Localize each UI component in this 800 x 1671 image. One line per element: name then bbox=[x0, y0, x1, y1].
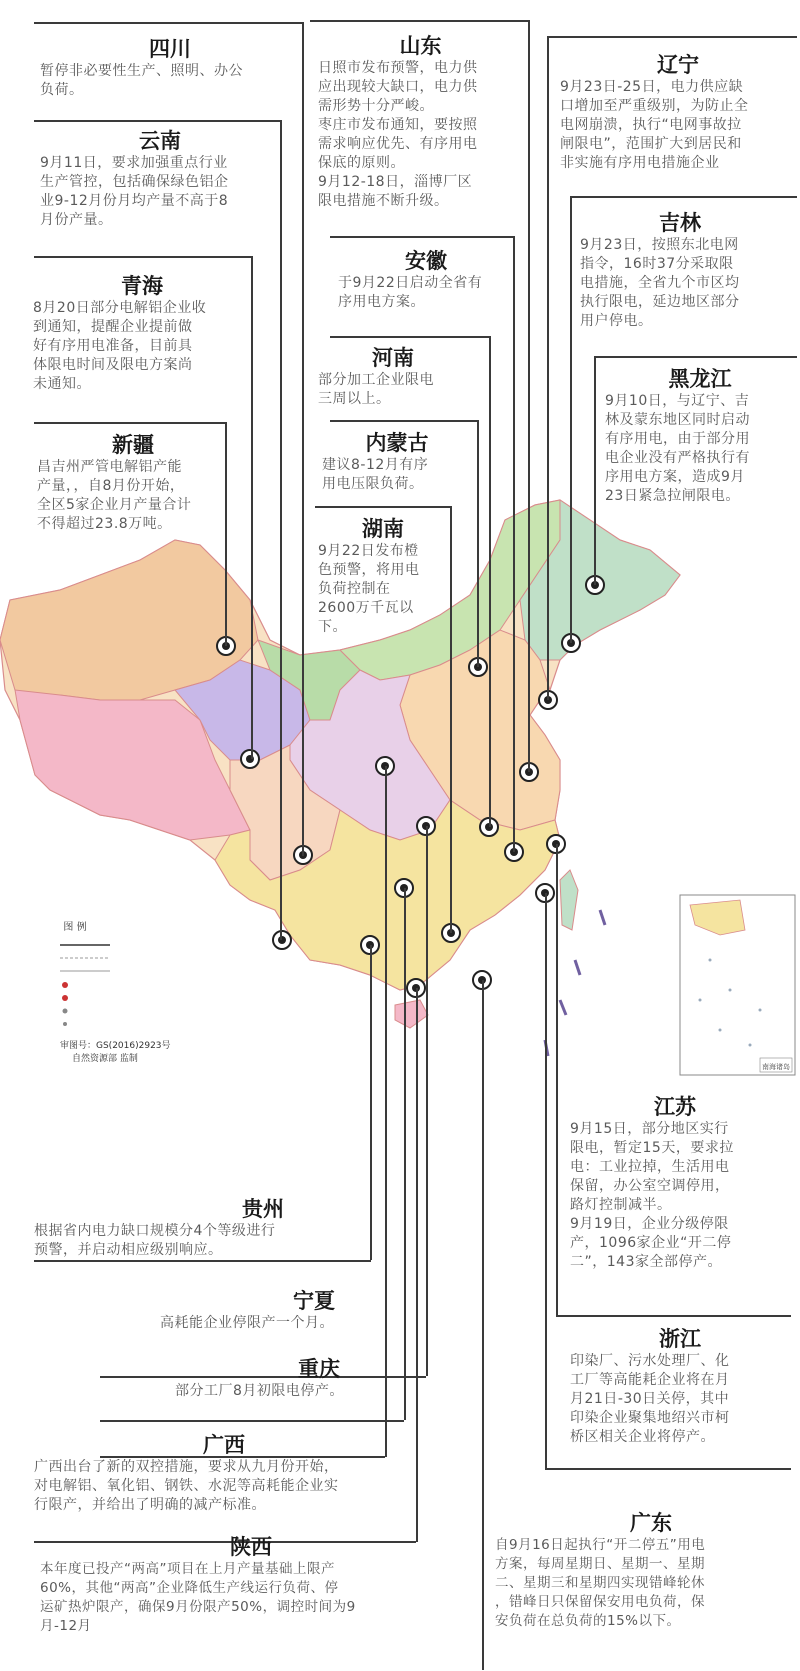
region-text: 9月10日，与辽宁、吉 林及蒙东地区同时启动 有序用电，由于部分用 电企业没有严格执行有 序用电方案，造成9月 23日紧急拉闸限电。 bbox=[605, 393, 750, 504]
region-text: 根据省内电力缺口规模分4个等级进行 预警，并启动相应级别响应。 bbox=[34, 1223, 276, 1258]
region-anhui bbox=[338, 248, 514, 312]
region-title: 山东 bbox=[399, 34, 442, 58]
region-title: 吉林 bbox=[659, 211, 701, 235]
region-text: 广西出台了新的双控措施，要求从九月份开始， 对电解铝、氧化铝、钢铁、水泥等高耗能企业实 行限产，并给出了明确的减产标准。 bbox=[34, 1459, 339, 1513]
region-qinghai bbox=[33, 273, 251, 394]
region-heilongjiang bbox=[605, 366, 795, 506]
region-title: 河南 bbox=[372, 346, 414, 370]
region-guangdong bbox=[495, 1510, 795, 1631]
region-text: 高耗能企业停限产一个月。 bbox=[160, 1315, 334, 1331]
region-sichuan bbox=[40, 36, 300, 100]
region-text: 部分工厂8月初限电停产。 bbox=[175, 1383, 344, 1399]
region-title: 四川 bbox=[149, 37, 191, 61]
region-title: 江苏 bbox=[654, 1095, 696, 1119]
region-text: 9月23日，按照东北电网 指令，16时37分采取限 电措施，全省九个市区均 执行限电，延边地区部分 用户停电。 bbox=[580, 237, 740, 329]
region-title: 湖南 bbox=[362, 517, 404, 541]
region-ningxia bbox=[160, 1288, 385, 1333]
map-taiwan bbox=[560, 870, 578, 930]
region-shaanxi bbox=[40, 1534, 460, 1636]
region-text: 9月22日发布橙 色预警，将用电 负荷控制在 2600万千瓦以 下。 bbox=[318, 543, 420, 635]
legend-title: 图 例 bbox=[63, 922, 87, 933]
region-text: 日照市发布预警，电力供 应出现较大缺口，电力供 需形势十分严峻。 枣庄市发布通知，要按照 需求响应优先、有序用电 保底的原则。 9月12-18日，淄博厂区 限电措施不断升级。 bbox=[318, 60, 478, 209]
region-hunan bbox=[318, 516, 448, 637]
region-text: 9月15日，部分地区实行 限电，暂定15天，要求拉 电：工业拉掉，生活用电 保留，办公室空调停用， 路灯控制减半。 9月19日，企业分级停限 产，1096家企业“开二停 二”，143家全部停产。 bbox=[570, 1121, 734, 1270]
region-title: 重庆 bbox=[298, 1357, 340, 1381]
region-henan bbox=[318, 345, 468, 409]
region-liaoning bbox=[560, 52, 796, 173]
region-text: 9月23日-25日，电力供应缺 口增加至严重级别，为防止全 电网崩溃，执行“电网事故拉 闸限电”，范围扩大到居民和 非实施有序用电措施企业 bbox=[560, 79, 749, 171]
inset-label: 南海诸岛 bbox=[762, 1063, 790, 1071]
region-title: 广西 bbox=[203, 1433, 245, 1457]
region-jiangsu bbox=[570, 1094, 780, 1272]
region-title: 浙江 bbox=[659, 1327, 701, 1351]
region-title: 贵州 bbox=[242, 1197, 284, 1221]
region-text: 部分加工企业限电 三周以上。 bbox=[318, 372, 434, 407]
region-title: 云南 bbox=[139, 129, 181, 153]
region-title: 青海 bbox=[121, 274, 163, 298]
region-title: 宁夏 bbox=[293, 1289, 335, 1313]
map-legend bbox=[60, 920, 171, 1064]
region-neimenggu bbox=[322, 430, 472, 494]
region-zhejiang bbox=[570, 1326, 790, 1447]
region-title: 内蒙古 bbox=[365, 431, 429, 455]
region-jilin bbox=[580, 210, 780, 331]
region-shandong bbox=[318, 33, 523, 211]
map-authority: 自然资源部 监制 bbox=[72, 1054, 138, 1064]
region-yunnan bbox=[40, 128, 280, 230]
region-guangxi bbox=[34, 1432, 414, 1515]
region-title: 辽宁 bbox=[657, 53, 699, 77]
region-text: 8月20日部分电解铝企业收 到通知，提醒企业提前做 好有序用电准备，目前具 体限电时间及限电方案尚 未通知。 bbox=[33, 300, 207, 392]
region-text: 昌吉州严管电解铝产能 产量，，自8月份开始， 全区5家企业月产量合计 不得超过23.8万吨。 bbox=[37, 459, 192, 532]
region-guizhou bbox=[34, 1196, 374, 1260]
region-text: 自9月16日起执行“开二停五”用电 方案，每周星期日、星期一、星期 二、星期三和星期四实现错峰轮休 ，错峰日只保留保安用电负荷，保 安负荷在总负荷的15%以下。 bbox=[495, 1537, 706, 1629]
region-text: 暂停非必要性生产、照明、办公 负荷。 bbox=[40, 63, 243, 98]
region-text: 本年度已投产“两高”项目在上月产量基础上限产 60%，其他“两高”企业降低生产线运行负荷、停 运矿热炉限产，确保9月份限产50%，调控时间为9 月-12月 bbox=[40, 1561, 356, 1634]
map-approval-number: 审图号：GS(2016)2923号 bbox=[60, 1041, 171, 1051]
region-text: 9月11日，要求加强重点行业 生产管控，包括确保绿色铝企 业9-12月份月均产量不高于8 月份产量。 bbox=[40, 155, 229, 228]
region-text: 建议8-12月有序 用电压限负荷。 bbox=[322, 457, 429, 492]
region-title: 陕西 bbox=[230, 1535, 272, 1559]
map-hainan bbox=[395, 1000, 428, 1028]
region-chongqing bbox=[175, 1356, 400, 1401]
region-text: 印染厂、污水处理厂、化 工厂等高能耗企业将在月 月21日-30日关停，其中 印染企业聚集地绍兴市柯 桥区相关企业将停产。 bbox=[570, 1353, 730, 1445]
region-text: 于9月22日启动全省有 序用电方案。 bbox=[338, 275, 483, 310]
region-title: 新疆 bbox=[112, 433, 154, 457]
region-title: 广东 bbox=[630, 1511, 672, 1535]
region-xinjiang bbox=[37, 432, 229, 534]
region-title: 黑龙江 bbox=[668, 367, 732, 391]
region-title: 安徽 bbox=[405, 249, 447, 273]
